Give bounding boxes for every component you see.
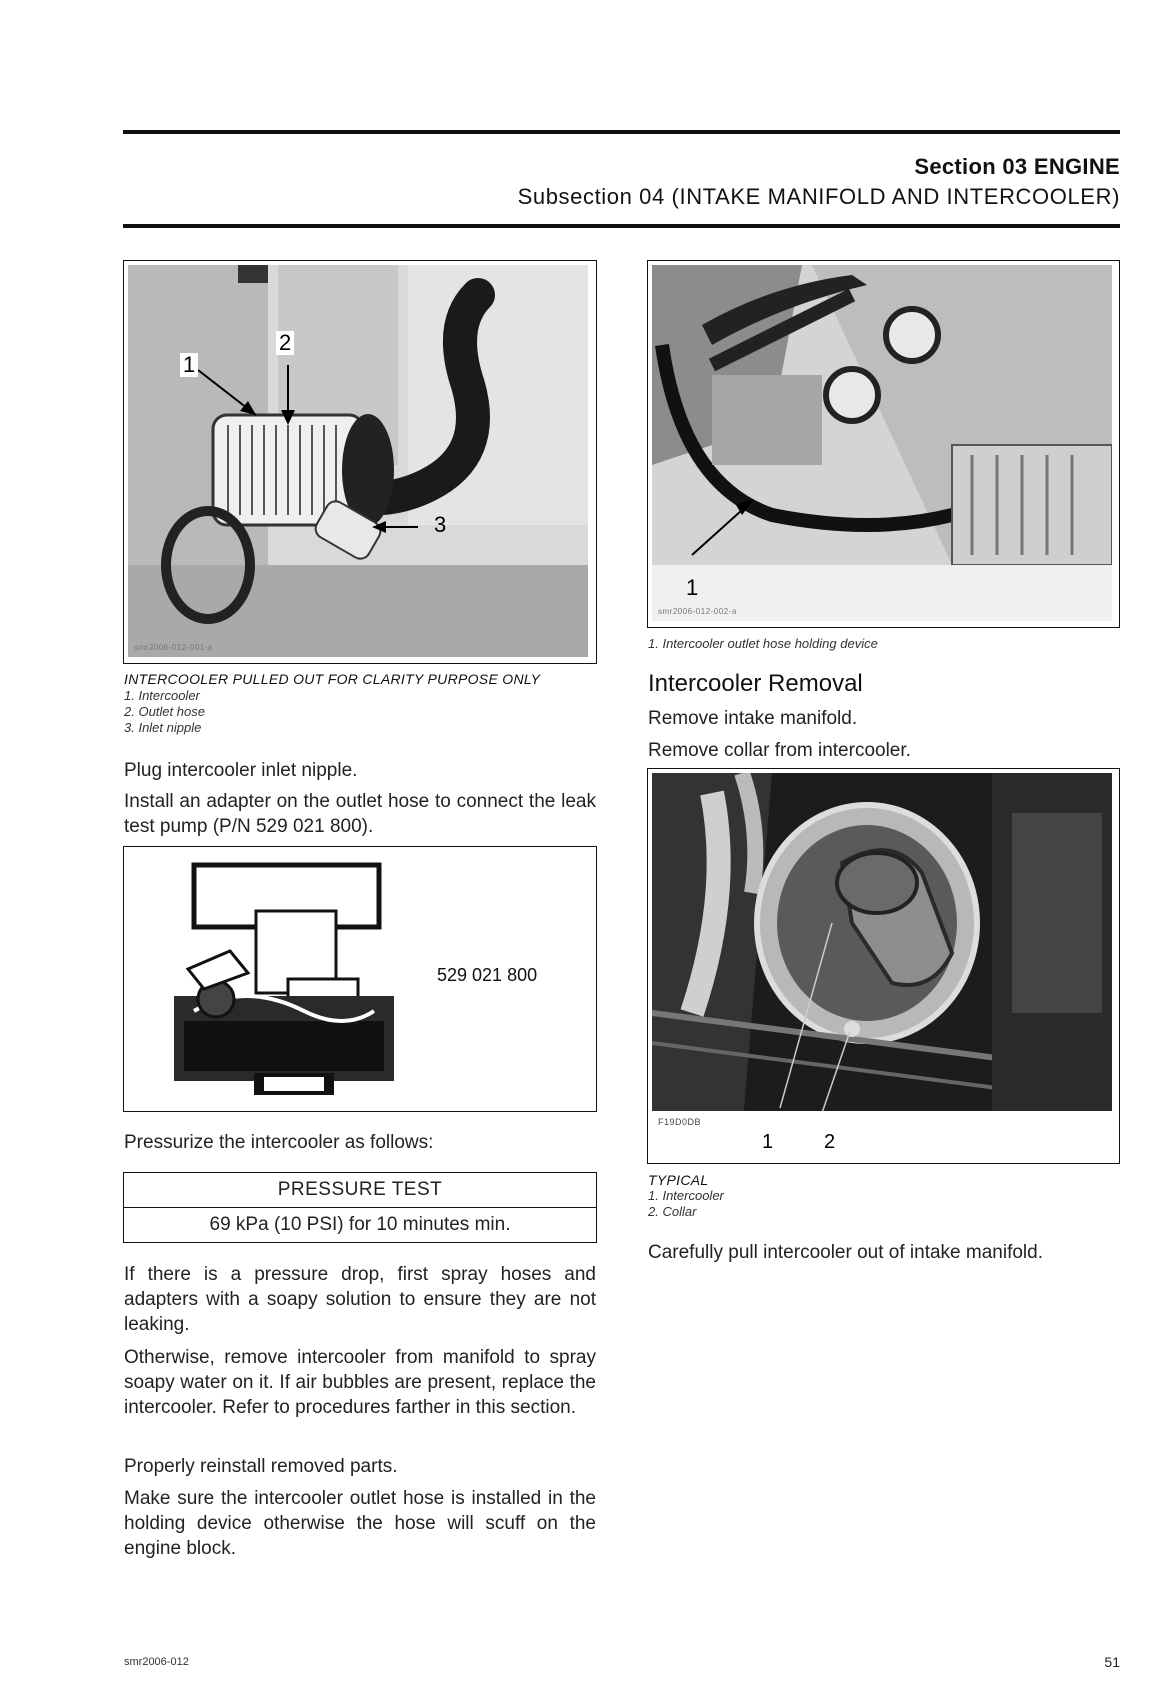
section-heading: Intercooler Removal (648, 670, 863, 697)
caption-item: 2. Collar (648, 1204, 697, 1219)
part-number-label: 529 021 800 (437, 965, 538, 985)
header-top-rule (123, 130, 1120, 134)
figure-intercooler-pulled-out (123, 260, 597, 664)
table-cell: 69 kPa (10 PSI) for 10 minutes min. (209, 1214, 511, 1235)
engine-photo (652, 265, 1112, 621)
leak-test-pump-image (164, 861, 404, 1101)
paragraph: Make sure the intercooler outlet hose is installed in the holding device otherwise the hose will scuff on the engine block. (124, 1488, 596, 1559)
caption-item: 1. Intercooler outlet hose holding device (648, 636, 878, 651)
caption-item: 3. Inlet nipple (124, 720, 202, 735)
paragraph: Carefully pull intercooler out of intake manifold. (648, 1242, 1043, 1263)
paragraph: Remove collar from intercooler. (648, 740, 911, 761)
intercooler-photo (128, 265, 588, 657)
figure-intercooler-collar (647, 768, 1120, 1164)
callout-1: 1 (762, 1131, 774, 1153)
caption-item: 2. Outlet hose (124, 704, 205, 719)
page-number: 51 (1104, 1654, 1120, 1670)
table-header: PRESSURE TEST (124, 1173, 596, 1208)
callout-3: 3 (434, 512, 447, 537)
paragraph: Install an adapter on the outlet hose to connect the leak test pump (P/N 529 021 800). (124, 791, 596, 837)
intercooler-collar-photo (652, 773, 1112, 1131)
callout-2: 2 (276, 331, 294, 355)
caption-item: 1. Intercooler (124, 688, 200, 703)
callout-2: 2 (824, 1131, 836, 1153)
figure-caption-title: TYPICAL (648, 1172, 709, 1188)
paragraph: Properly reinstall removed parts. (124, 1456, 398, 1477)
paragraph: Otherwise, remove intercooler from manifold to spray soapy water on it. If air bubbles are present, replace the intercooler. Refer to procedures farther in this section. (124, 1347, 596, 1418)
paragraph: Plug intercooler inlet nipple. (124, 760, 358, 781)
caption-item: 1. Intercooler (648, 1188, 724, 1203)
header-bottom-rule (123, 224, 1120, 228)
section-title: Section 03 ENGINE (914, 154, 1120, 179)
callout-1: 1 (686, 575, 699, 600)
figure-ref: smr2006-012-002-a (658, 607, 737, 616)
callout-1: 1 (180, 353, 198, 377)
paragraph: If there is a pressure drop, first spray hoses and adapters with a soapy solution to ensure they are not leaking. (124, 1264, 596, 1335)
figure-ref: F19D0DB (658, 1117, 702, 1127)
figure-caption-title: INTERCOOLER PULLED OUT FOR CLARITY PURPOSE ONLY (124, 671, 541, 687)
figure-outlet-hose-holding-device (647, 260, 1120, 628)
figure-ref: smr2006-012-001-a (134, 643, 213, 652)
figure-leak-test-pump (123, 846, 597, 1112)
footer-doc-id: smr2006-012 (124, 1656, 189, 1668)
subsection-title: Subsection 04 (INTAKE MANIFOLD AND INTERCOOLER) (517, 184, 1120, 209)
paragraph: Pressurize the intercooler as follows: (124, 1132, 434, 1153)
paragraph: Remove intake manifold. (648, 708, 858, 729)
pressure-test-table (123, 1172, 597, 1243)
